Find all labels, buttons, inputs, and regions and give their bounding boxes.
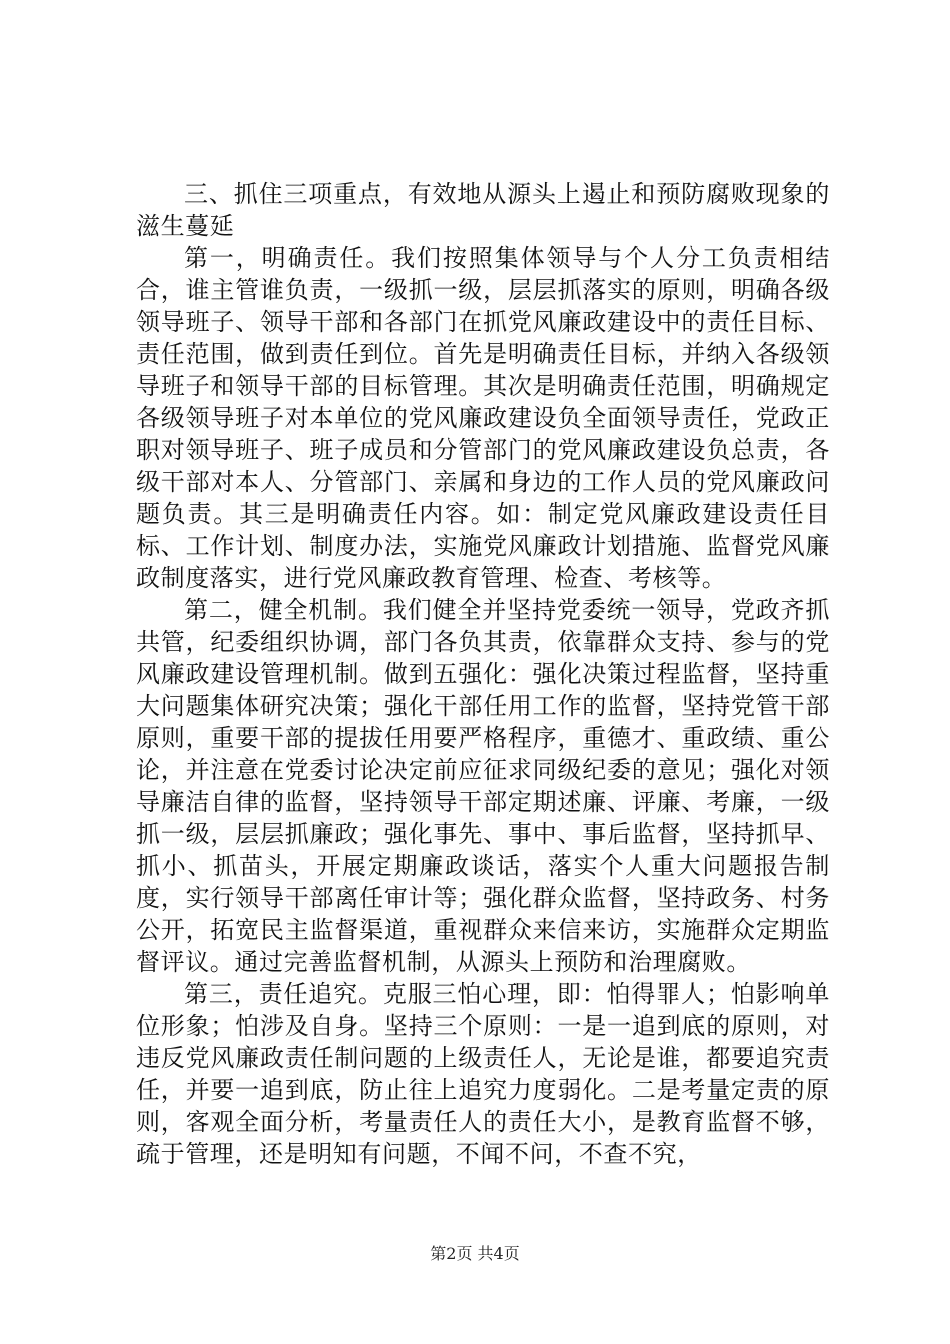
- paragraph-clarify-responsibility: 第一，明确责任。我们按照集体领导与个人分工负责相结合，谁主管谁负责，一级抓一级，层层抓落实的原则，明确各级领导班子、领导干部和各部门在抓党风廉政建设中的责任目标、责任范围，做到责任到位。首先是明确责任目标，并纳入各级领导班子和领导干部的目标管理。其次是明确责任范围，明确规定各级领导班子对本单位的党风廉政建设负全面领导责任，党政正职对领导班子、班子成员和分管部门的党风廉政建设负总责，各级干部对本人、分管部门、亲属和身边的工作人员的党风廉政问题负责。其三是明确责任内容。如：制定党风廉政建设责任目标、工作计划、制度办法，实施党风廉政计划措施、监督党风廉政制度落实，进行党风廉政教育管理、检查、考核等。: [136, 244, 830, 592]
- document-body: [136, 178, 830, 1170]
- page-number-footer: 第2页 共4页: [430, 1244, 520, 1263]
- paragraph-improve-mechanism: 第二，健全机制。我们健全并坚持党委统一领导，党政齐抓共管，纪委组织协调，部门各负其责，依靠群众支持、参与的党风廉政建设管理机制。做到五强化：强化决策过程监督，坚持重大问题集体研究决策；强化干部任用工作的监督，坚持党管干部原则，重要干部的提拔任用要严格程序，重德才、重政绩、重公论，并注意在党委讨论决定前应征求同级纪委的意见；强化对领导廉洁自律的监督，坚持领导干部定期述廉、评廉、考廉，一级抓一级，层层抓廉政；强化事先、事中、事后监督，坚持抓早、抓小、抓苗头，开展定期廉政谈话，落实个人重大问题报告制度，实行领导干部离任审计等；强化群众监督，坚持政务、村务公开，拓宽民主监督渠道，重视群众来信来访，实施群众定期监督评议。通过完善监督机制，从源头上预防和治理腐败。: [136, 596, 830, 976]
- paragraph-accountability: 第三，责任追究。克服三怕心理，即：怕得罪人；怕影响单位形象；怕涉及自身。坚持三个原则：一是一追到底的原则，对违反党风廉政责任制问题的上级责任人，无论是谁，都要追究责任，并要一追到底，防止往上追究力度弱化。二是考量定责的原则，客观全面分析，考量责任人的责任大小，是教育监督不够，疏于管理，还是明知有问题，不闻不问，不查不究，: [136, 980, 830, 1168]
- section-heading: 三、抓住三项重点，有效地从源头上遏止和预防腐败现象的滋生蔓延: [136, 180, 830, 240]
